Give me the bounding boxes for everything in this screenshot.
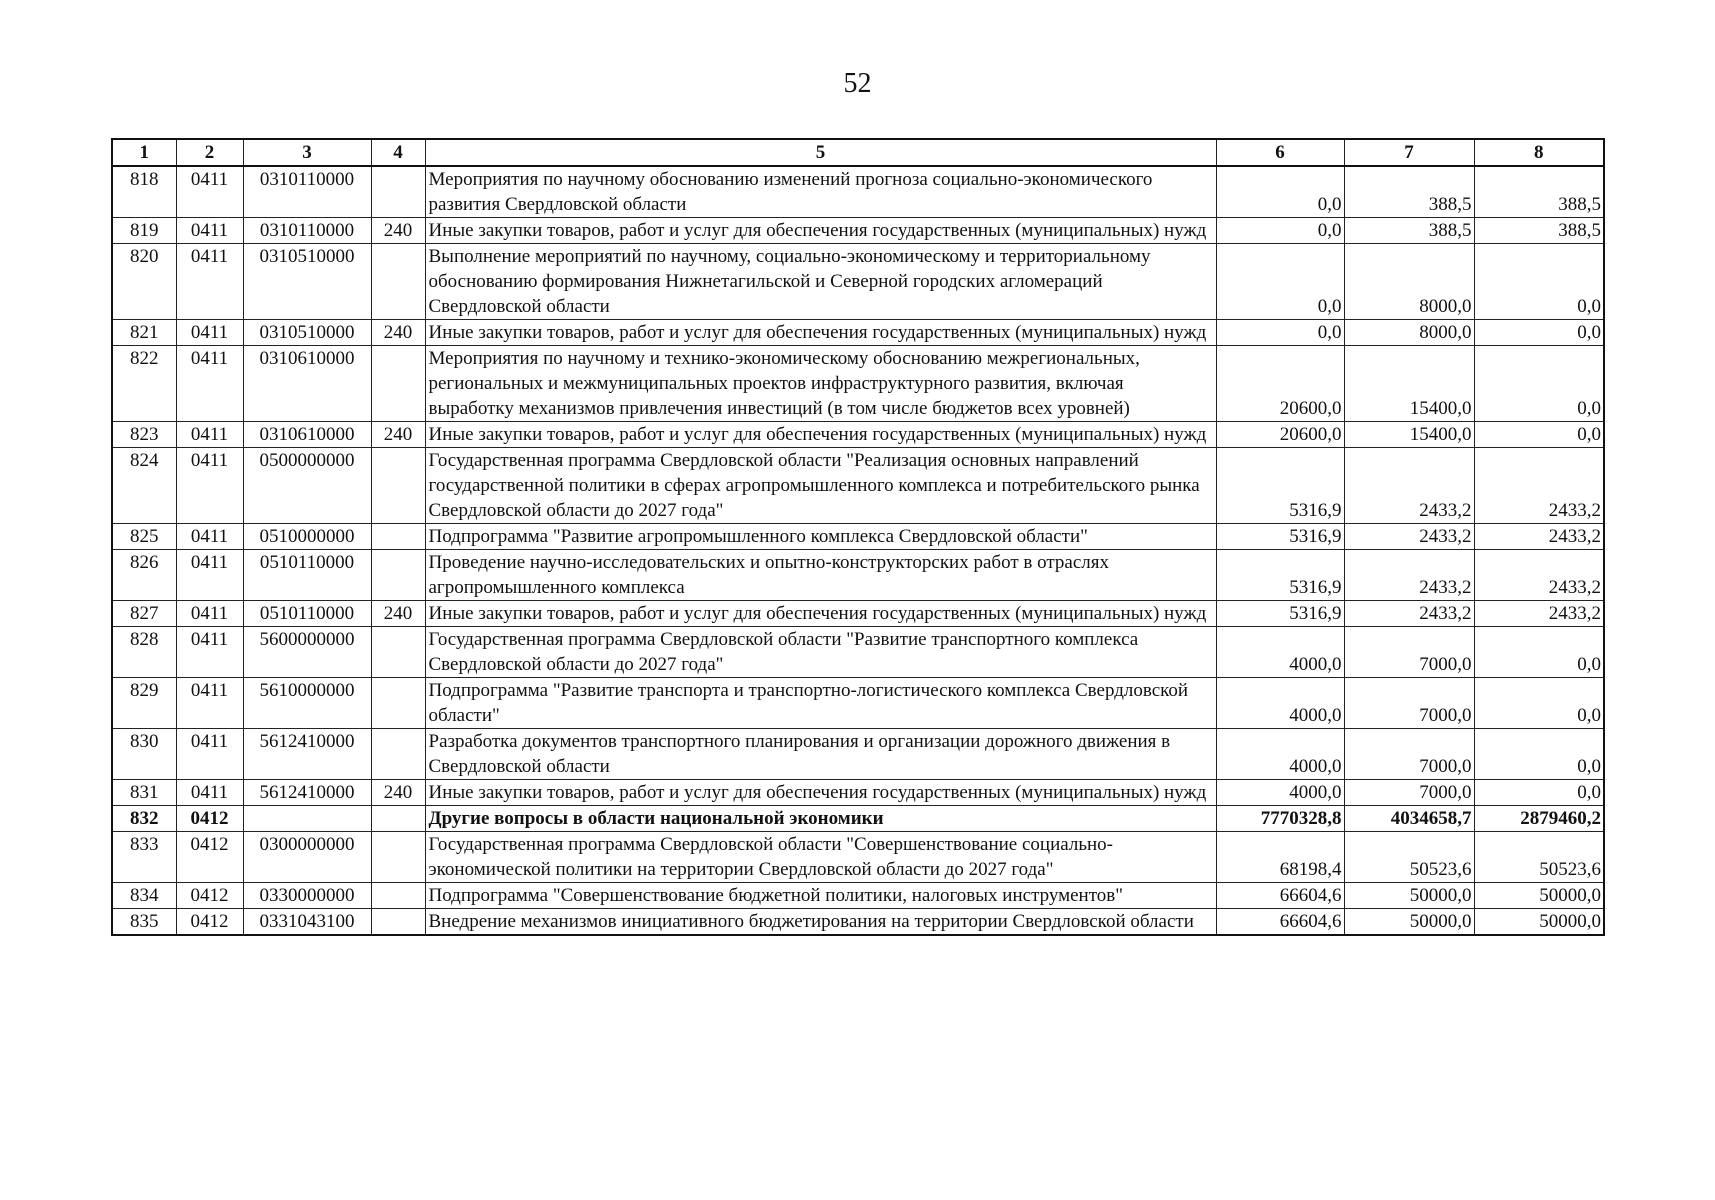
target-code-cell <box>243 806 371 832</box>
amount-col6-cell: 5316,9 <box>1216 550 1344 601</box>
row-number-cell: 823 <box>112 422 176 448</box>
table-row <box>112 218 1604 244</box>
row-number-cell: 830 <box>112 729 176 780</box>
amount-col7-cell: 2433,2 <box>1344 550 1474 601</box>
item-name-cell: Иные закупки товаров, работ и услуг для обеспечения государственных (муниципальных) нужд <box>425 218 1216 244</box>
row-number-cell: 825 <box>112 524 176 550</box>
expense-type-cell <box>371 627 425 678</box>
section-code-cell: 0411 <box>176 244 243 320</box>
expense-type-cell: 240 <box>371 422 425 448</box>
amount-col8-cell: 0,0 <box>1474 422 1604 448</box>
expense-type-cell: 240 <box>371 320 425 346</box>
amount-col7-cell: 50000,0 <box>1344 909 1474 936</box>
target-code-cell: 0510110000 <box>243 601 371 627</box>
amount-col6-cell: 20600,0 <box>1216 346 1344 422</box>
amount-col6-cell: 0,0 <box>1216 218 1344 244</box>
table-row <box>112 550 1604 601</box>
amount-col8-cell: 0,0 <box>1474 780 1604 806</box>
expense-type-cell <box>371 909 425 936</box>
amount-col8-cell: 50523,6 <box>1474 832 1604 883</box>
target-code-cell: 0300000000 <box>243 832 371 883</box>
item-name-cell: Подпрограмма "Развитие транспорта и транспортно-логистического комплекса Свердловской области" <box>425 678 1216 729</box>
amount-col7-cell: 2433,2 <box>1344 601 1474 627</box>
expense-type-cell: 240 <box>371 218 425 244</box>
table-row <box>112 806 1604 832</box>
row-number-cell: 822 <box>112 346 176 422</box>
amount-col6-cell: 0,0 <box>1216 320 1344 346</box>
target-code-cell: 0310110000 <box>243 166 371 218</box>
expense-type-cell <box>371 729 425 780</box>
amount-col8-cell: 50000,0 <box>1474 909 1604 936</box>
amount-col8-cell: 2433,2 <box>1474 601 1604 627</box>
expense-type-cell <box>371 448 425 524</box>
item-name-cell: Государственная программа Свердловской области "Реализация основных направлений государственной политики в сферах агропромышленного комплекса и потребительского рынка Свердловской области до 2027 года" <box>425 448 1216 524</box>
amount-col8-cell: 388,5 <box>1474 166 1604 218</box>
amount-col6-cell: 5316,9 <box>1216 448 1344 524</box>
table-row <box>112 166 1604 218</box>
table-row <box>112 832 1604 883</box>
item-name-cell: Иные закупки товаров, работ и услуг для обеспечения государственных (муниципальных) нужд <box>425 780 1216 806</box>
table-header-row <box>112 139 1604 166</box>
section-code-cell: 0411 <box>176 678 243 729</box>
expense-type-cell <box>371 883 425 909</box>
table-row <box>112 422 1604 448</box>
amount-col8-cell: 388,5 <box>1474 218 1604 244</box>
item-name-cell: Мероприятия по научному и технико-экономическому обоснованию межрегиональных, региональных и межмуниципальных проектов инфраструктурного развития, включая выработку механизмов привлечения инвестиций (в том числе бюджетов всех уровней) <box>425 346 1216 422</box>
item-name-cell: Иные закупки товаров, работ и услуг для обеспечения государственных (муниципальных) нужд <box>425 601 1216 627</box>
target-code-cell: 5612410000 <box>243 780 371 806</box>
expense-type-cell <box>371 678 425 729</box>
section-code-cell: 0411 <box>176 780 243 806</box>
section-code-cell: 0411 <box>176 166 243 218</box>
section-code-cell: 0411 <box>176 218 243 244</box>
column-header: 8 <box>1474 139 1604 166</box>
section-code-cell: 0412 <box>176 806 243 832</box>
row-number-cell: 833 <box>112 832 176 883</box>
table-body <box>112 166 1604 935</box>
column-header: 4 <box>371 139 425 166</box>
amount-col7-cell: 8000,0 <box>1344 320 1474 346</box>
expense-type-cell <box>371 524 425 550</box>
item-name-cell: Внедрение механизмов инициативного бюджетирования на территории Свердловской области <box>425 909 1216 936</box>
item-name-cell: Подпрограмма "Развитие агропромышленного комплекса Свердловской области" <box>425 524 1216 550</box>
amount-col7-cell: 15400,0 <box>1344 346 1474 422</box>
target-code-cell: 5612410000 <box>243 729 371 780</box>
amount-col6-cell: 66604,6 <box>1216 883 1344 909</box>
page-number: 52 <box>843 68 872 99</box>
row-number-cell: 832 <box>112 806 176 832</box>
budget-table <box>111 138 1605 936</box>
table-row <box>112 448 1604 524</box>
row-number-cell: 835 <box>112 909 176 936</box>
target-code-cell: 5610000000 <box>243 678 371 729</box>
section-code-cell: 0411 <box>176 550 243 601</box>
column-header: 3 <box>243 139 371 166</box>
section-code-cell: 0411 <box>176 524 243 550</box>
target-code-cell: 0510000000 <box>243 524 371 550</box>
amount-col6-cell: 7770328,8 <box>1216 806 1344 832</box>
table-row <box>112 883 1604 909</box>
amount-col7-cell: 2433,2 <box>1344 524 1474 550</box>
table-row <box>112 346 1604 422</box>
amount-col7-cell: 50000,0 <box>1344 883 1474 909</box>
target-code-cell: 0500000000 <box>243 448 371 524</box>
amount-col6-cell: 4000,0 <box>1216 678 1344 729</box>
amount-col6-cell: 5316,9 <box>1216 601 1344 627</box>
amount-col8-cell: 2879460,2 <box>1474 806 1604 832</box>
expense-type-cell <box>371 346 425 422</box>
column-header: 2 <box>176 139 243 166</box>
row-number-cell: 818 <box>112 166 176 218</box>
section-code-cell: 0411 <box>176 422 243 448</box>
amount-col8-cell: 2433,2 <box>1474 524 1604 550</box>
amount-col6-cell: 5316,9 <box>1216 524 1344 550</box>
target-code-cell: 0510110000 <box>243 550 371 601</box>
section-code-cell: 0412 <box>176 883 243 909</box>
expense-type-cell <box>371 806 425 832</box>
section-code-cell: 0412 <box>176 909 243 936</box>
row-number-cell: 826 <box>112 550 176 601</box>
section-code-cell: 0411 <box>176 346 243 422</box>
amount-col7-cell: 8000,0 <box>1344 244 1474 320</box>
column-header: 7 <box>1344 139 1474 166</box>
row-number-cell: 821 <box>112 320 176 346</box>
item-name-cell: Выполнение мероприятий по научному, социально-экономическому и территориальному обоснованию формирования Нижнетагильской и Северной городских агломераций Свердловской области <box>425 244 1216 320</box>
item-name-cell: Мероприятия по научному обоснованию изменений прогноза социально-экономического развития Свердловской области <box>425 166 1216 218</box>
table-row <box>112 601 1604 627</box>
amount-col7-cell: 388,5 <box>1344 166 1474 218</box>
amount-col7-cell: 7000,0 <box>1344 780 1474 806</box>
target-code-cell: 0310610000 <box>243 422 371 448</box>
amount-col8-cell: 0,0 <box>1474 678 1604 729</box>
amount-col7-cell: 2433,2 <box>1344 448 1474 524</box>
target-code-cell: 0310510000 <box>243 320 371 346</box>
amount-col6-cell: 4000,0 <box>1216 627 1344 678</box>
row-number-cell: 824 <box>112 448 176 524</box>
amount-col6-cell: 20600,0 <box>1216 422 1344 448</box>
section-code-cell: 0411 <box>176 320 243 346</box>
expense-type-cell: 240 <box>371 780 425 806</box>
column-header: 5 <box>425 139 1216 166</box>
item-name-cell: Иные закупки товаров, работ и услуг для обеспечения государственных (муниципальных) нужд <box>425 422 1216 448</box>
item-name-cell: Государственная программа Свердловской области "Развитие транспортного комплекса Свердловской области до 2027 года" <box>425 627 1216 678</box>
amount-col8-cell: 50000,0 <box>1474 883 1604 909</box>
table-row <box>112 320 1604 346</box>
expense-type-cell <box>371 244 425 320</box>
amount-col7-cell: 15400,0 <box>1344 422 1474 448</box>
target-code-cell: 0331043100 <box>243 909 371 936</box>
amount-col7-cell: 7000,0 <box>1344 678 1474 729</box>
row-number-cell: 819 <box>112 218 176 244</box>
row-number-cell: 834 <box>112 883 176 909</box>
amount-col6-cell: 4000,0 <box>1216 729 1344 780</box>
expense-type-cell <box>371 832 425 883</box>
amount-col6-cell: 4000,0 <box>1216 780 1344 806</box>
table-row <box>112 627 1604 678</box>
section-code-cell: 0411 <box>176 601 243 627</box>
row-number-cell: 820 <box>112 244 176 320</box>
table-row <box>112 780 1604 806</box>
amount-col7-cell: 7000,0 <box>1344 729 1474 780</box>
item-name-cell: Иные закупки товаров, работ и услуг для обеспечения государственных (муниципальных) нужд <box>425 320 1216 346</box>
item-name-cell: Проведение научно-исследовательских и опытно-конструкторских работ в отраслях агропромышленного комплекса <box>425 550 1216 601</box>
expense-type-cell: 240 <box>371 601 425 627</box>
amount-col6-cell: 66604,6 <box>1216 909 1344 936</box>
row-number-cell: 829 <box>112 678 176 729</box>
table-row <box>112 909 1604 936</box>
amount-col8-cell: 0,0 <box>1474 346 1604 422</box>
amount-col8-cell: 2433,2 <box>1474 550 1604 601</box>
row-number-cell: 827 <box>112 601 176 627</box>
column-header: 1 <box>112 139 176 166</box>
amount-col7-cell: 50523,6 <box>1344 832 1474 883</box>
section-code-cell: 0412 <box>176 832 243 883</box>
target-code-cell: 5600000000 <box>243 627 371 678</box>
row-number-cell: 831 <box>112 780 176 806</box>
amount-col8-cell: 0,0 <box>1474 729 1604 780</box>
amount-col7-cell: 4034658,7 <box>1344 806 1474 832</box>
table-row <box>112 524 1604 550</box>
table-row <box>112 729 1604 780</box>
item-name-cell: Разработка документов транспортного планирования и организации дорожного движения в Свердловской области <box>425 729 1216 780</box>
target-code-cell: 0330000000 <box>243 883 371 909</box>
item-name-cell: Государственная программа Свердловской области "Совершенствование социально-экономической политики на территории Свердловской области до 2027 года" <box>425 832 1216 883</box>
section-code-cell: 0411 <box>176 729 243 780</box>
expense-type-cell <box>371 166 425 218</box>
section-code-cell: 0411 <box>176 627 243 678</box>
table-row <box>112 678 1604 729</box>
column-header: 6 <box>1216 139 1344 166</box>
amount-col6-cell: 0,0 <box>1216 166 1344 218</box>
item-name-cell: Подпрограмма "Совершенствование бюджетной политики, налоговых инструментов" <box>425 883 1216 909</box>
row-number-cell: 828 <box>112 627 176 678</box>
table-row <box>112 244 1604 320</box>
amount-col8-cell: 0,0 <box>1474 244 1604 320</box>
amount-col8-cell: 2433,2 <box>1474 448 1604 524</box>
section-code-cell: 0411 <box>176 448 243 524</box>
target-code-cell: 0310110000 <box>243 218 371 244</box>
amount-col8-cell: 0,0 <box>1474 627 1604 678</box>
amount-col7-cell: 7000,0 <box>1344 627 1474 678</box>
target-code-cell: 0310610000 <box>243 346 371 422</box>
target-code-cell: 0310510000 <box>243 244 371 320</box>
expense-type-cell <box>371 550 425 601</box>
item-name-cell: Другие вопросы в области национальной экономики <box>425 806 1216 832</box>
amount-col7-cell: 388,5 <box>1344 218 1474 244</box>
amount-col6-cell: 68198,4 <box>1216 832 1344 883</box>
amount-col8-cell: 0,0 <box>1474 320 1604 346</box>
amount-col6-cell: 0,0 <box>1216 244 1344 320</box>
